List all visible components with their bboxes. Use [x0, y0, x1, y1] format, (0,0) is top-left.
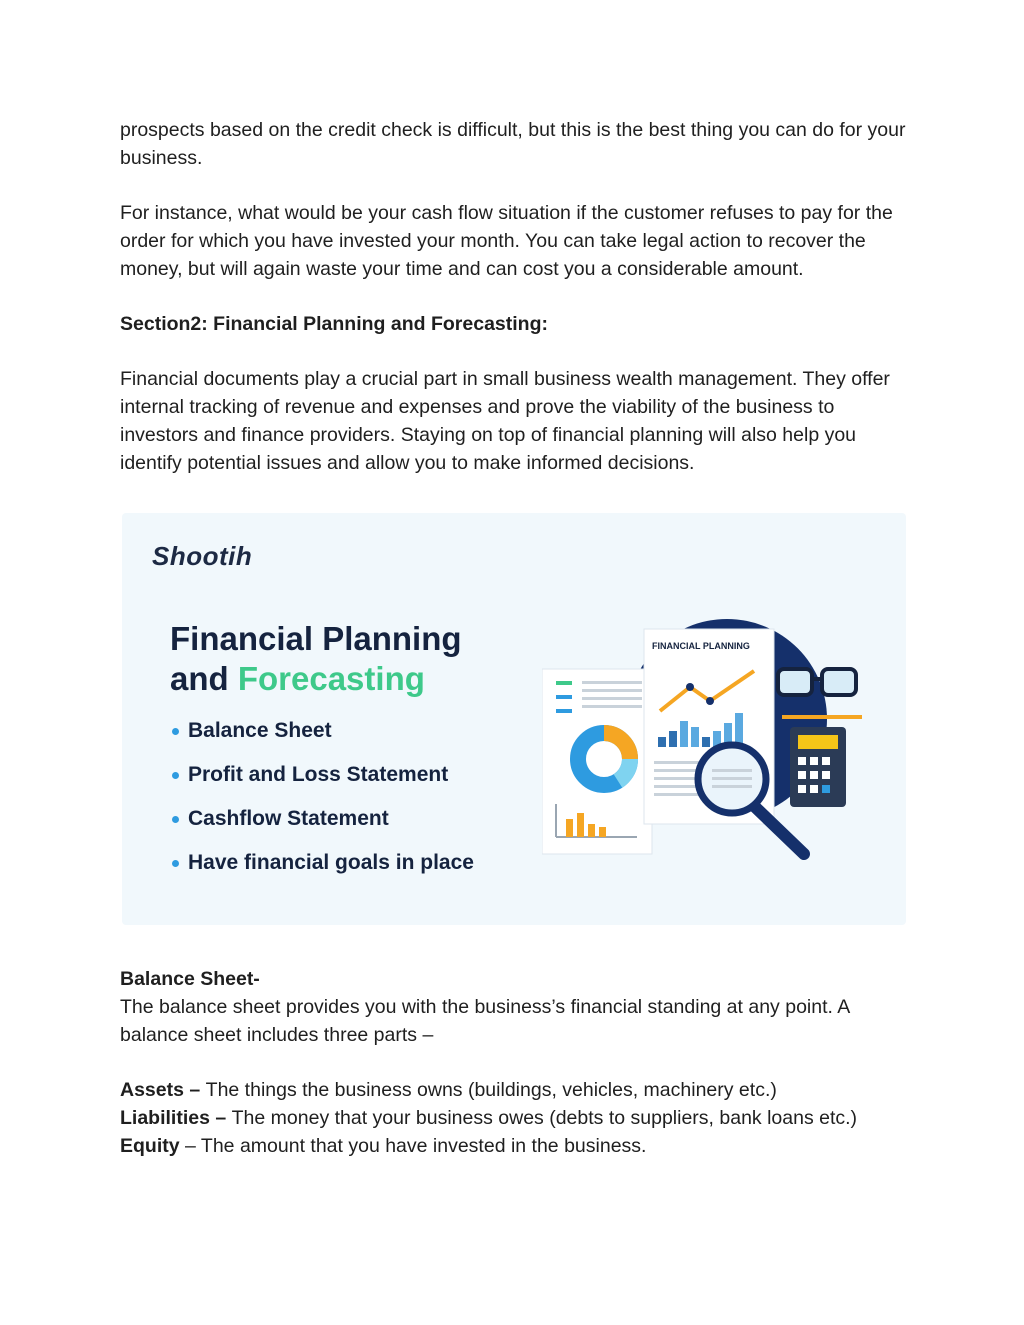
balance-item-equity [120, 1132, 910, 1160]
section2-heading: Section2: Financial Planning and Forecasting: [120, 313, 548, 335]
banner-title-accent: Forecasting [237, 660, 425, 697]
banner-bullet-list [170, 713, 474, 889]
bullet-item: Cashflow Statement [170, 801, 474, 845]
term-label: Liabilities [120, 1107, 210, 1129]
term-description: The money that your business owes (debts to suppliers, bank loans etc.) [231, 1107, 858, 1129]
banner-title-prefix: and [170, 660, 238, 697]
term-label: Equity [120, 1135, 180, 1157]
banner-title [170, 619, 462, 699]
balance-sheet-section [120, 965, 910, 1160]
financial-planning-banner [122, 513, 906, 925]
financial-illustration-icon [542, 619, 872, 879]
doc-label: FINANCIAL PLANNING [652, 641, 750, 651]
term-label: Assets [120, 1079, 184, 1101]
term-dash: – [179, 1135, 201, 1157]
section2-body: Financial documents play a crucial part in small business wealth management. They offer internal tracking of revenue and expenses and prove the viability of the business to investors and finance providers. Staying on top of financial planning will also help you identify potential issues and allow you to make informed decisions. [120, 368, 890, 474]
term-description: The things the business owns (buildings, vehicles, machinery etc.) [205, 1079, 777, 1101]
term-dash: – [183, 1079, 206, 1101]
term-description: The amount that you have invested in the business. [200, 1135, 647, 1157]
banner-title-line2 [170, 659, 462, 699]
document-page [120, 116, 910, 1160]
balance-item-assets [120, 1076, 910, 1104]
balance-sheet-intro: The balance sheet provides you with the business’s financial standing at any point. A balance sheet includes three parts – [120, 996, 850, 1046]
intro-paragraph-2: For instance, what would be your cash flow situation if the customer refuses to pay for the order for which you have invested your month. You can take legal action to recover the money, but will again waste your time and can cost you a considerable amount. [120, 202, 893, 280]
balance-item-liabilities [120, 1104, 910, 1132]
intro-paragraph-1: prospects based on the credit check is difficult, but this is the best thing you can do for your business. [120, 119, 906, 169]
bullet-item: Have financial goals in place [170, 845, 474, 889]
term-dash: – [209, 1107, 232, 1129]
banner-title-line1: Financial Planning [170, 620, 462, 657]
bullet-item: Balance Sheet [170, 713, 474, 757]
bullet-item: Profit and Loss Statement [170, 757, 474, 801]
shootih-logo: Shootih [152, 541, 253, 571]
balance-sheet-heading: Balance Sheet- [120, 968, 260, 990]
